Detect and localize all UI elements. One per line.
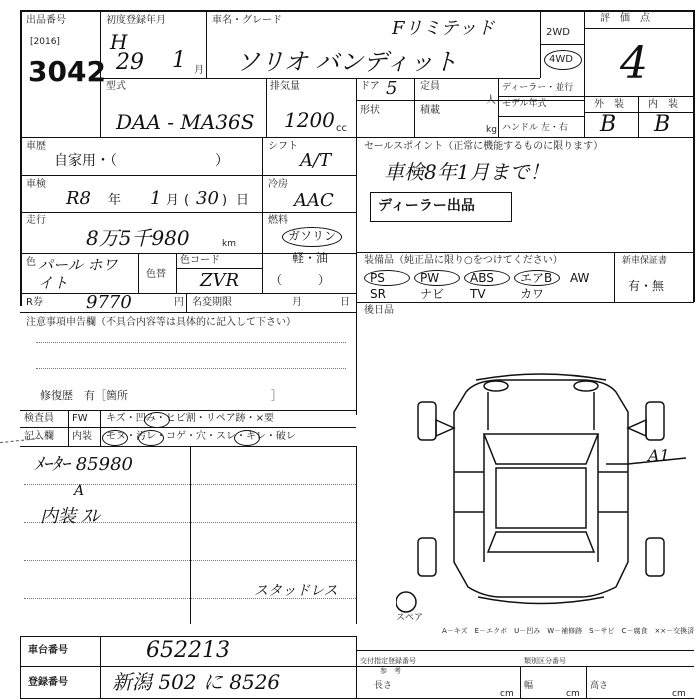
displacement-value: 1200 [284, 108, 335, 132]
rule [356, 78, 357, 137]
day-word: 日 [236, 193, 250, 208]
paren-close: ) [222, 193, 228, 208]
right-mirror [628, 420, 646, 436]
exterior-label: 外 装 [594, 99, 624, 110]
dotted-rule [24, 560, 356, 561]
rule [584, 28, 694, 29]
width-label: 幅 [524, 681, 534, 691]
rule [356, 252, 694, 253]
handle-label: ハンドル 左・右 [502, 123, 568, 133]
note-studless: スタッドレス [254, 583, 338, 599]
drive-4wd: 4WD [549, 54, 573, 65]
lot-year: [2016] [30, 37, 60, 47]
name-change-month: 月 [292, 297, 302, 308]
shift-label: シフト [268, 141, 298, 152]
equipment-item: SR [370, 287, 386, 301]
cooler-label: 冷房 [268, 179, 288, 190]
rule [206, 10, 207, 78]
first-reg-label: 初度登録年月 [106, 15, 166, 26]
rule [540, 44, 584, 45]
inspector-row1-items: キズ・凹み・ヒビ割・リペア跡・×要 [106, 413, 274, 424]
color-code: ZVR [200, 270, 240, 291]
rule [100, 78, 540, 79]
recycle-label: R券 [26, 297, 43, 308]
caution-label: 注意事項申告欄（不具合内容等は具体的に記入して下さい） [26, 317, 296, 328]
chassis-number: 652213 [146, 638, 230, 663]
wheel-front-right [646, 402, 664, 440]
body-outline [454, 380, 628, 597]
model-label: 型式 [106, 81, 126, 92]
inspector-interior-label: 内装 [72, 431, 92, 442]
person-unit: 人 [486, 95, 496, 106]
wheel-rear-right [646, 538, 664, 576]
inspection-day: 30 [196, 188, 219, 209]
rule [584, 10, 585, 137]
rule [356, 636, 357, 698]
shape-label: 形状 [360, 105, 380, 116]
rule [138, 253, 139, 293]
rule [584, 96, 694, 97]
cc-unit: cc [336, 123, 347, 134]
grade-name: Fリミテッド [392, 18, 495, 39]
equipment-item: PS [370, 271, 385, 285]
name-change-day: 日 [340, 297, 350, 308]
equipment-item-circle [514, 270, 560, 286]
rule [498, 96, 584, 97]
month-word: 月 [166, 193, 180, 208]
reg-year: 29 [116, 50, 144, 75]
rule [414, 78, 415, 137]
inspection-year: R8 [66, 188, 92, 209]
color-code-label: 色コード [180, 255, 220, 266]
inspection-month: 1 [150, 188, 162, 209]
height-cm: cm [672, 689, 686, 699]
dotted-rule [36, 368, 346, 369]
mileage-value: 8万5千980 [86, 226, 190, 250]
eval-score: 4 [620, 38, 648, 89]
rule [68, 410, 69, 446]
rule [262, 137, 263, 293]
wear-circle [234, 430, 260, 446]
dent-circle [144, 412, 170, 428]
month-unit: 月 [194, 65, 204, 76]
car-diagram [396, 372, 686, 642]
roof [496, 468, 586, 528]
lot-label: 出品番号 [26, 15, 66, 26]
rule [20, 293, 356, 294]
interior-label: 内 装 [648, 99, 678, 110]
door-label: ドア [360, 81, 380, 92]
equipment-row-2 [364, 286, 614, 302]
interior-grade: B [654, 112, 671, 137]
year-word: 年 [108, 193, 122, 208]
front-bumper [476, 374, 606, 380]
rule [20, 312, 356, 313]
displacement-label: 排気量 [270, 81, 300, 92]
rule [100, 636, 101, 698]
inspector-row2-label: 記入欄 [24, 431, 54, 442]
rule [356, 446, 357, 624]
frame-right [693, 137, 695, 302]
post-label: 後日品 [364, 305, 394, 316]
rule [20, 212, 356, 213]
rule [176, 253, 177, 293]
length-cm: cm [500, 689, 514, 699]
warranty-value: 有・無 [628, 279, 665, 293]
rule [614, 252, 615, 302]
color-value: パール ホワイト [38, 256, 118, 292]
color-no-label: 色替 [146, 269, 166, 280]
shift-value: A/T [300, 150, 332, 171]
equipment-item: ナビ [420, 287, 445, 301]
chassis-label: 車台番号 [28, 645, 68, 656]
rule [20, 636, 21, 698]
legend-ref: 参 考 [380, 667, 401, 675]
sales-points-label: セールスポイント（正常に機能するものに限ります） [364, 141, 604, 152]
rule [356, 137, 357, 415]
equipment-item: AW [570, 271, 590, 285]
rule [356, 302, 694, 303]
equipment-item-circle [364, 270, 410, 286]
damage-mark: A1 [648, 446, 670, 465]
rule [20, 175, 356, 176]
yen-unit: 円 [174, 297, 184, 308]
recycle-value: 9770 [86, 292, 132, 313]
doors-value: 5 [386, 78, 398, 99]
loading-label: 積載 [420, 105, 440, 116]
left-mirror [436, 420, 454, 436]
usage-label: 車歴 [26, 141, 46, 152]
equipment-item-circle [464, 270, 510, 286]
equipment-label: 装備品（純正品に限り○をつけてください） [364, 255, 563, 266]
wheel-rear-left [418, 538, 436, 576]
rule [20, 410, 356, 411]
paren-open: ( [184, 193, 190, 208]
spare-label: スペア [396, 613, 424, 623]
spare-tire [396, 592, 416, 612]
equipment-row-1 [364, 270, 614, 286]
reg-number-label: 登録番号 [28, 677, 68, 688]
km-unit: km [222, 239, 236, 249]
fuel-light-oil: 軽・油 [292, 251, 329, 265]
name-label: 車名・グレード [212, 15, 282, 26]
fuel-paren: （ ） [270, 273, 331, 287]
height-label: 高さ [590, 681, 609, 691]
stain-circle [102, 430, 128, 446]
dealer-badge: ディーラー出品 [378, 198, 475, 214]
equipment-item: PW [420, 271, 440, 285]
rule [176, 268, 262, 269]
note-interior: 内装 ｽﾚ [40, 506, 100, 527]
rule [186, 293, 187, 312]
frame-right [693, 10, 695, 146]
rear-window [488, 532, 594, 552]
inspection-label: 車検 [26, 179, 46, 190]
rule [498, 116, 584, 117]
rule [498, 78, 499, 137]
reg-number: 新潟 502 に 8526 [112, 670, 281, 694]
warranty-label: 新車保証書 [622, 256, 668, 266]
equipment-item: TV [470, 287, 486, 301]
kg-unit: kg [486, 125, 497, 135]
rule [100, 410, 101, 446]
fuel-label: 燃料 [268, 215, 288, 226]
equipment-item: カワ [520, 287, 545, 301]
drive-2wd: 2WD [546, 27, 570, 38]
inspector-row1-label: 検査員 [24, 413, 54, 424]
fuel-gasoline: ガソリン [288, 229, 337, 243]
dealer-label: ディーラー・並行 [502, 83, 574, 93]
lot-number: 3042 [28, 55, 106, 88]
dirt-circle [138, 430, 164, 446]
reg-era: H [110, 30, 128, 54]
rule [20, 427, 356, 428]
mileage-label: 走行 [26, 215, 46, 226]
capacity-label: 定員 [420, 81, 440, 92]
rule [520, 666, 521, 698]
car-name: ソリオ バンディット [236, 48, 458, 76]
rear-bumper [478, 597, 604, 604]
damage-legend: A－キズ E－エクボ U－凹み W－補修跡 S－サビ C－腐食 ××－交換済 [442, 627, 695, 635]
equipment-item: ABS [470, 271, 494, 285]
length-label: 長さ [374, 681, 393, 691]
cooler-value: AAC [294, 190, 334, 211]
equipment-item-circle [414, 270, 460, 286]
rule [586, 666, 587, 698]
equipment-item: エアB [520, 271, 553, 285]
rule [20, 636, 356, 637]
rule [20, 666, 694, 667]
rule [540, 10, 541, 78]
rule [20, 446, 356, 447]
rule [20, 698, 694, 699]
rule [20, 137, 694, 138]
frame-top [20, 10, 694, 12]
fw-label: FW [72, 413, 88, 424]
exterior-grade: B [600, 112, 617, 137]
dotted-rule [36, 342, 346, 343]
rule [638, 96, 639, 137]
wheel-front-left [418, 402, 436, 440]
rule [266, 78, 267, 137]
width-cm: cm [566, 689, 580, 699]
note-odometer: ﾒｰﾀｰ 85980 [34, 454, 133, 475]
model-code: DAA - MA36S [116, 110, 255, 134]
inspector-row2-items: モヌ・汚レ・コゲ・穴・スレ・キレ・破レ [106, 431, 296, 442]
windshield [484, 434, 598, 464]
usage-value: 自家用・（ ） [54, 153, 229, 169]
name-change-label: 名変期限 [192, 297, 232, 308]
reg-month: 1 [172, 48, 186, 73]
sales-points-note: 車検8年1月まで！ [384, 160, 550, 184]
rule [356, 650, 694, 651]
repair-label: 修復歴 有［箇所 ］ [40, 389, 282, 402]
note-a: A [74, 483, 85, 499]
legend-class-no: 類別区分番号 [524, 657, 566, 665]
frame-left [20, 10, 22, 306]
color-label: 色 [26, 257, 36, 268]
model-year-label: モデル年式 [502, 99, 547, 109]
eval-label: 評 価 点 [600, 13, 650, 24]
legend-reg-no: 交付指定登録番号 [360, 657, 416, 665]
